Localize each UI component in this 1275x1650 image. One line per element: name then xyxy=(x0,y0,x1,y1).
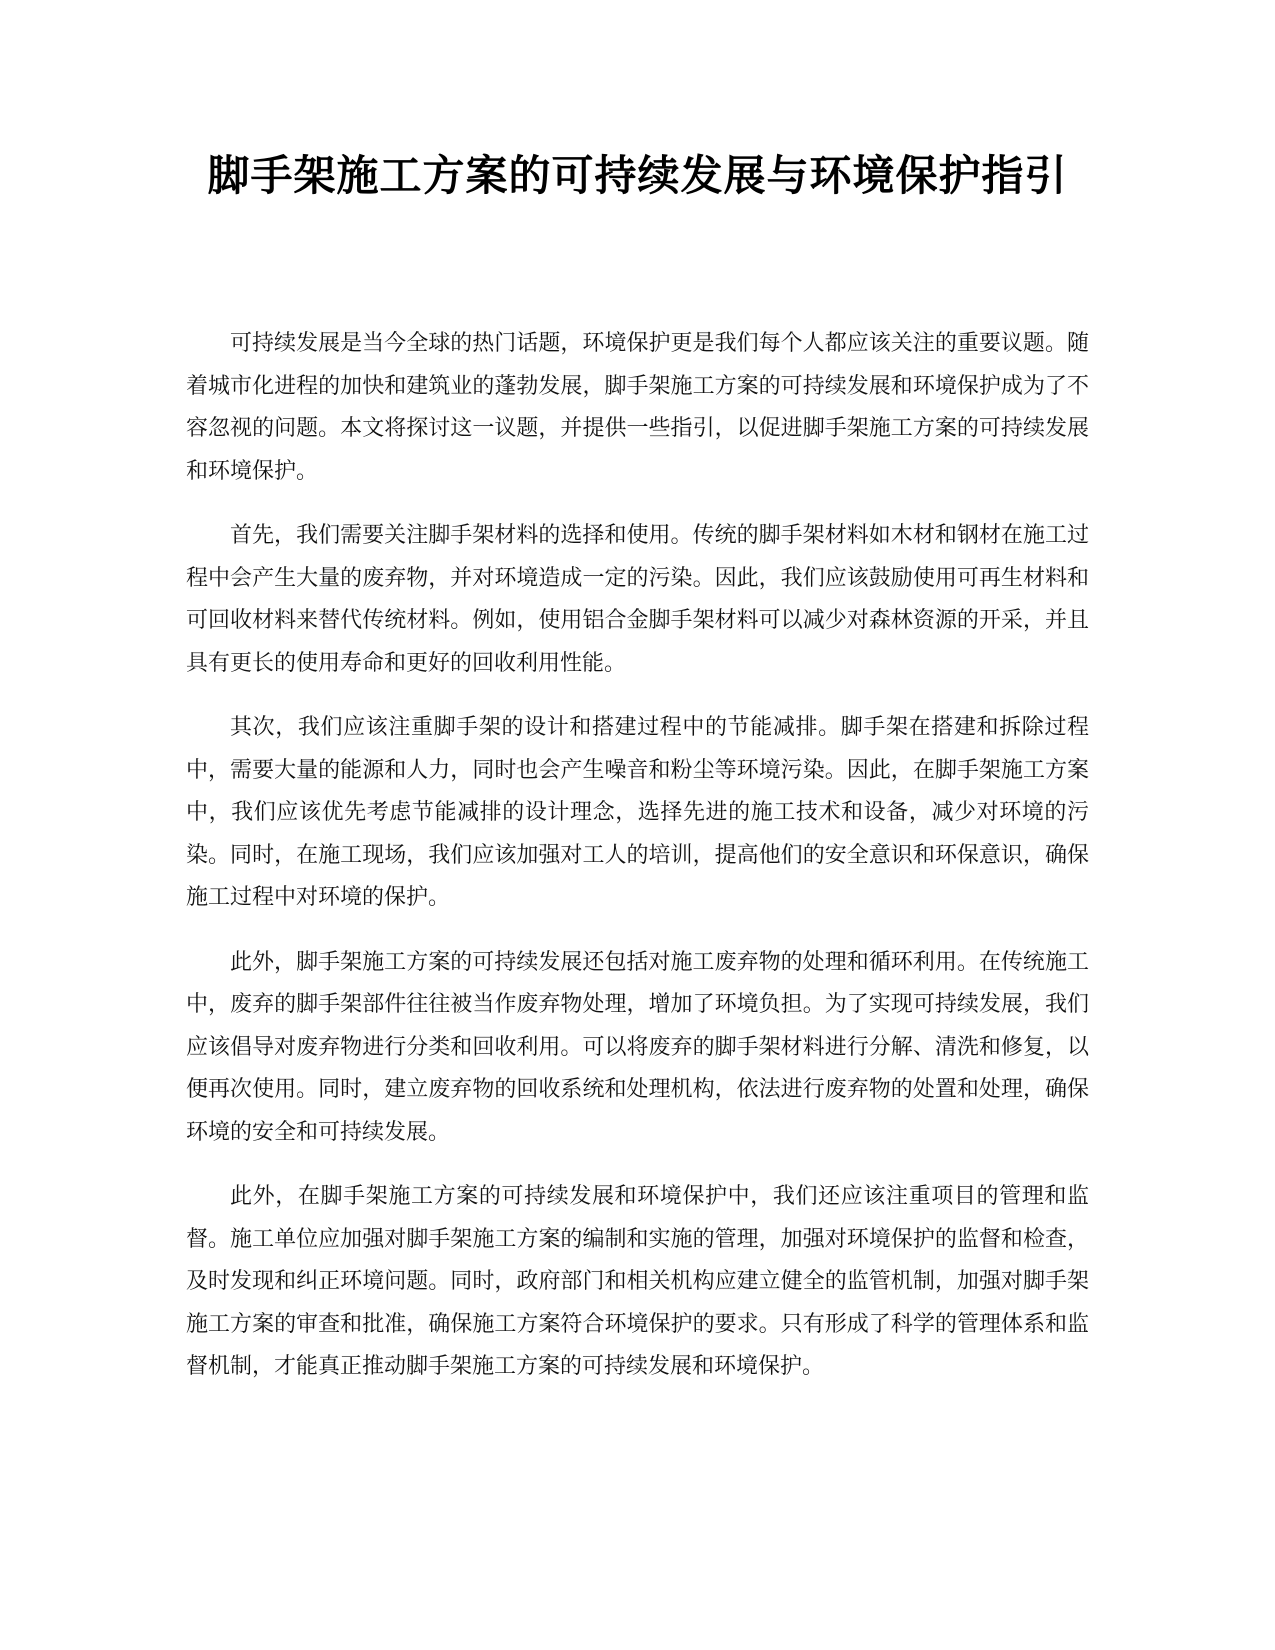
document-body xyxy=(186,323,1089,1411)
paragraph-3: 其次，我们应该注重脚手架的设计和搭建过程中的节能减排。脚手架在搭建和拆除过程中，需要大量的能源和人力，同时也会产生噪音和粉尘等环境污染。因此，在脚手架施工方案中，我们应该优先考虑节能减排的设计理念，选择先进的施工技术和设备，减少对环境的污染。同时，在施工现场，我们应该加强对工人的培训，提高他们的安全意识和环保意识，确保施工过程中对环境的保护。 xyxy=(186,715,1089,910)
paragraph-4: 此外，脚手架施工方案的可持续发展还包括对施工废弃物的处理和循环利用。在传统施工中，废弃的脚手架部件往往被当作废弃物处理，增加了环境负担。为了实现可持续发展，我们应该倡导对废弃物进行分类和回收利用。可以将废弃的脚手架材料进行分解、清洗和修复，以便再次使用。同时，建立废弃物的回收系统和处理机构，依法进行废弃物的处置和处理，确保环境的安全和可持续发展。 xyxy=(186,949,1089,1145)
paragraph-5: 此外，在脚手架施工方案的可持续发展和环境保护中，我们还应该注重项目的管理和监督。施工单位应加强对脚手架施工方案的编制和实施的管理，加强对环境保护的监督和检查，及时发现和纠正环境问题。同时，政府部门和相关机构应建立健全的监管机制，加强对脚手架施工方案的审查和批准，确保施工方案符合环境保护的要求。只有形成了科学的管理体系和监督机制，才能真正推动脚手架施工方案的可持续发展和环境保护。 xyxy=(186,1184,1089,1379)
paragraph-2: 首先，我们需要关注脚手架材料的选择和使用。传统的脚手架材料如木材和钢材在施工过程中会产生大量的废弃物，并对环境造成一定的污染。因此，我们应该鼓励使用可再生材料和可回收材料来替代传统材料。例如，使用铝合金脚手架材料可以减少对森林资源的开采，并且具有更长的使用寿命和更好的回收利用性能。 xyxy=(186,523,1089,676)
paragraph-1: 可持续发展是当今全球的热门话题，环境保护更是我们每个人都应该关注的重要议题。随着城市化进程的加快和建筑业的蓬勃发展，脚手架施工方案的可持续发展和环境保护成为了不容忽视的问题。本文将探讨这一议题，并提供一些指引，以促进脚手架施工方案的可持续发展和环境保护。 xyxy=(186,331,1089,484)
document-title: 脚手架施工方案的可持续发展与环境保护指引 xyxy=(207,151,1068,200)
